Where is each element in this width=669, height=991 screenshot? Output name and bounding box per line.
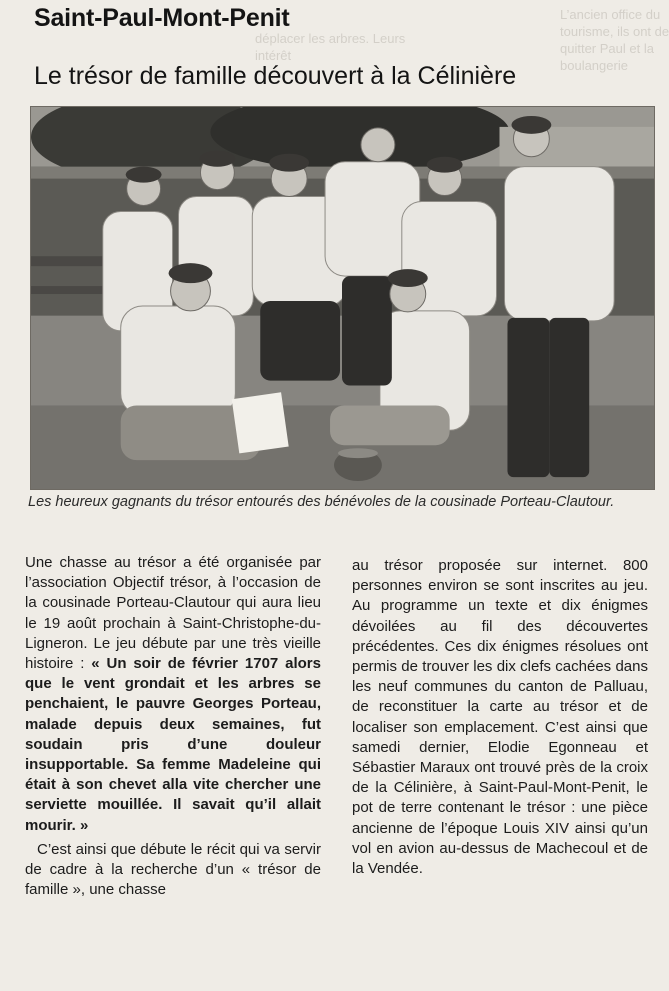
locality-heading: Saint-Paul-Mont-Penit (34, 4, 290, 32)
group-photo (30, 106, 655, 490)
article-paragraph-3: au trésor proposée sur internet. 800 personnes environ se sont inscrites au jeu. Au programme un texte et dix énigmes dévoilées au fil des découvertes précédentes. Ces dix énigmes résolues ont permis de trouver les dix clefs cachées dans les neuf communes du canton de Palluau, de reconstituer la carte au trésor et de localiser son emplacement. C’est ainsi que samedi dernier, Elodie Egonneau et Sébastier Maraux ont trouvé près de la croix de la Célinière, à Saint-Paul-Mont-Penit, le pot de terre contenant le trésor : une pièce ancienne de l’époque Louis XIV ainsi qu’un vol en avion au-dessus de Machecoul et de la Vendée. (352, 557, 648, 878)
article-headline: Le trésor de famille découvert à la Célinière (34, 62, 517, 90)
article-column-left (25, 553, 321, 900)
bleed-through-text-right: L’ancien office du tourisme, ils ont de quitter Paul et la boulangerie (560, 7, 669, 73)
article-paragraph-1 (25, 553, 321, 836)
article-paragraph-2: C’est ainsi que débute le récit qui va servir de cadre à la recherche d’un « trésor de famille », une chasse (25, 840, 321, 899)
story-quote: « Un soir de février 1707 alors que le vent grondait et les arbres se penchaient, le pauvre Georges Porteau, malade depuis deux semaines, fut soudain pris d’une douleur insupportable. Sa femme Madeleine qui était à son chevet alla vite chercher une serviette mouillée. Il savait qu’il allait mourir. » (25, 655, 321, 834)
article-column-right (352, 556, 648, 879)
photo-caption: Les heureux gagnants du trésor entourés des bénévoles de la cousinade Porteau-Clautour. (28, 494, 615, 510)
intro-text: Une chasse au trésor a été organisée par l’association Objectif trésor, à l’occasion de la cousinade Porteau-Clautour qui aura lieu le 19 août prochain à Saint-Christophe-du-Ligneron. Le jeu débute par une très vieille histoire : (25, 554, 321, 673)
group-photo-illustration (31, 107, 654, 489)
bleed-through-text-center: déplacer les arbres. Leurs intérêt (255, 31, 406, 63)
